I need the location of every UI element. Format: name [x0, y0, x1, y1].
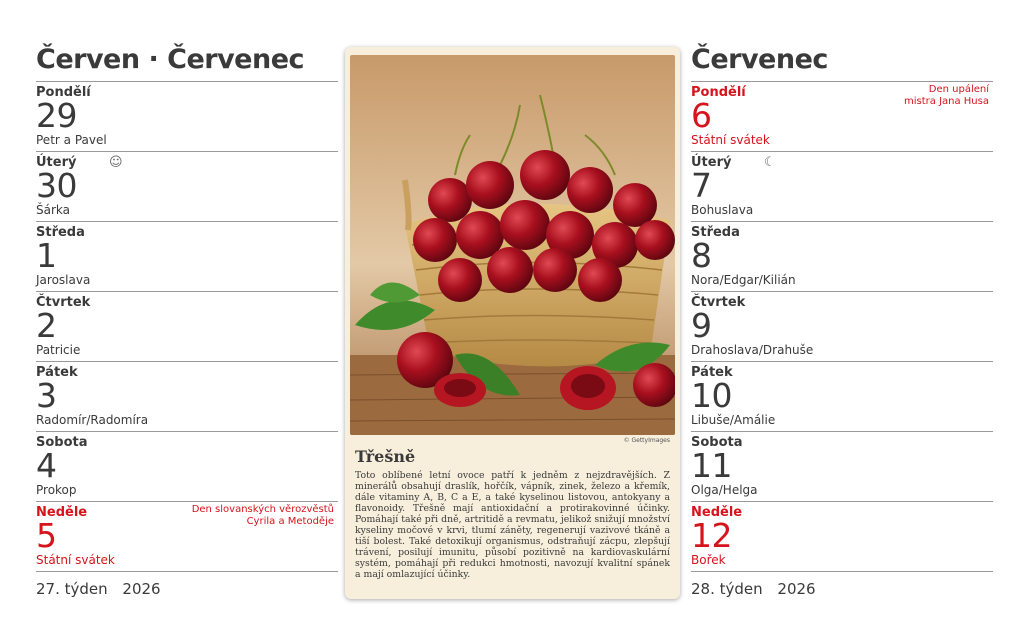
- year: 2026: [777, 580, 816, 598]
- day-row: [691, 502, 993, 572]
- day-number: 8: [691, 236, 712, 275]
- weekday-name: Pátek: [691, 365, 733, 380]
- weekday-name: Středa: [691, 225, 740, 240]
- day-number: 7: [691, 166, 712, 205]
- name-day: Radomír/Radomíra: [36, 413, 149, 427]
- name-day: Patricie: [36, 343, 81, 357]
- week-number: 28. týden: [691, 580, 763, 598]
- weekday-name: Sobota: [36, 435, 88, 450]
- day-row: [691, 292, 993, 362]
- name-day: Petr a Pavel: [36, 133, 107, 147]
- day-number: 12: [691, 516, 732, 555]
- day-list: [36, 82, 338, 572]
- day-number: 9: [691, 306, 712, 345]
- weekday-name: Sobota: [691, 435, 743, 450]
- day-number: 10: [691, 376, 732, 415]
- day-row: [691, 432, 993, 502]
- name-day: Státní svátek: [691, 133, 770, 147]
- name-day: Jaroslava: [36, 273, 91, 287]
- holiday-note: Den upálení mistra Jana Husa: [904, 84, 989, 107]
- weekday-name: Čtvrtek: [691, 295, 746, 310]
- weekday-name: Neděle: [691, 505, 743, 520]
- day-row: [691, 362, 993, 432]
- card-description: Toto oblíbené letní ovoce patří k jedněm z nejzdravějších. Z minerálů obsahují draslík, hořčík, vápník, zinek, železo a křemík, dále vitaminy A, B, C a E, a také kyselinou listovou, antokyany a flavonoidy. Třešně mají antioxidační a protirakovinné účinky. Pomáhají také při dně, artritidě a revmatu, jelikož snižují množství kyseliny močové v krvi, tlumí záněty, regenerují vazivové tkáně a tiší bolest. Také detoxikují organismus, odstraňují zácpu, zlepšují trávení, posilují imunitu, působí pozitivně na kardiovaskulární systém, pomáhají při redukci hmotnosti, navozují kvalitní spánek a mají omlazující účinky.: [355, 470, 670, 580]
- week-footer: [36, 572, 338, 598]
- day-number: 4: [36, 446, 57, 485]
- day-number: 30: [36, 166, 77, 205]
- month-title: Červenec: [691, 0, 993, 82]
- day-number: 1: [36, 236, 57, 275]
- weekday-name: Úterý: [691, 155, 732, 170]
- name-day: Bořek: [691, 553, 726, 567]
- weekday-name: Pátek: [36, 365, 78, 380]
- name-day: Nora/Edgar/Kilián: [691, 273, 796, 287]
- card-title: Třešně: [355, 447, 416, 466]
- day-row: [36, 502, 338, 572]
- name-day: Drahoslava/Drahuše: [691, 343, 814, 357]
- day-number: 6: [691, 96, 712, 135]
- day-row: [36, 292, 338, 362]
- day-row: [36, 222, 338, 292]
- cherries-photo: [350, 55, 675, 435]
- last-quarter-moon-icon: ☾: [764, 155, 776, 170]
- name-day: Bohuslava: [691, 203, 754, 217]
- day-number: 5: [36, 516, 57, 555]
- photo-credit: © GettyImages: [623, 437, 670, 444]
- day-number: 29: [36, 96, 77, 135]
- day-row: [691, 82, 993, 152]
- week-footer: [691, 572, 993, 598]
- day-number: 2: [36, 306, 57, 345]
- year: 2026: [122, 580, 161, 598]
- day-row: [691, 152, 993, 222]
- day-row: [36, 152, 338, 222]
- name-day: Šárka: [36, 203, 70, 217]
- day-row: [36, 432, 338, 502]
- day-row: [36, 362, 338, 432]
- holiday-note: Den slovanských věrozvěstů Cyrila a Metoděje: [191, 504, 334, 527]
- week-number: 27. týden: [36, 580, 108, 598]
- day-row: [691, 222, 993, 292]
- day-number: 3: [36, 376, 57, 415]
- weekday-name: Pondělí: [691, 85, 746, 100]
- weekday-name: Úterý: [36, 155, 77, 170]
- weekday-name: Čtvrtek: [36, 295, 91, 310]
- name-day: Prokop: [36, 483, 77, 497]
- right-week-page: [691, 0, 993, 598]
- name-day: Státní svátek: [36, 553, 115, 567]
- weekday-name: Neděle: [36, 505, 88, 520]
- day-number: 11: [691, 446, 732, 485]
- day-list: [691, 82, 993, 572]
- weekday-name: Pondělí: [36, 85, 91, 100]
- name-day: Libuše/Amálie: [691, 413, 776, 427]
- featured-card: [345, 47, 680, 599]
- month-title: Červen · Červenec: [36, 0, 338, 82]
- left-week-page: [36, 0, 338, 598]
- name-day: Olga/Helga: [691, 483, 758, 497]
- full-moon-icon: ☺: [109, 155, 123, 170]
- day-row: [36, 82, 338, 152]
- weekday-name: Středa: [36, 225, 85, 240]
